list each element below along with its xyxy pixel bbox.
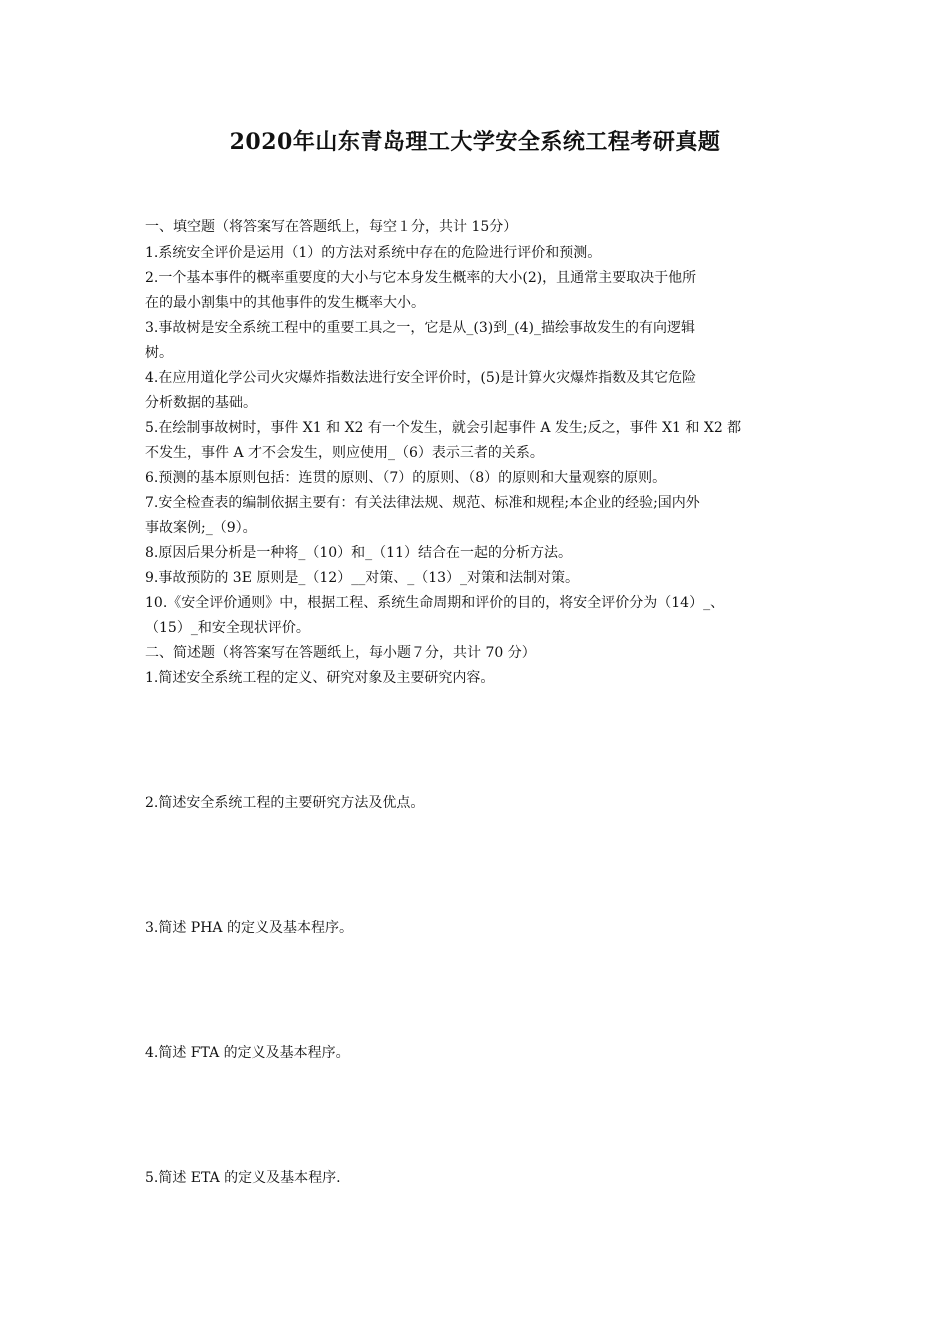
fill-blank-line: 1.系统安全评价是运用（1）的方法对系统中存在的危险进行评价和预测。: [145, 245, 602, 261]
fill-blank-line: 5.在绘制事故树时，事件 X1 和 X2 有一个发生，就会引起事件 A 发生;反之，事件 X1 和 X2 都: [145, 420, 742, 436]
fill-blank-line: 10.《安全评价通则》中，根据工程、系统生命周期和评价的目的，将安全评价分为（14）_、: [145, 595, 725, 611]
fill-blank-line: 3.事故树是安全系统工程中的重要工具之一，它是从_(3)到_(4)_描绘事故发生的有向逻辑: [145, 320, 696, 336]
fill-blank-line: （15）_和安全现状评价。: [145, 620, 310, 636]
fill-blank-line: 在的最小割集中的其他事件的发生概率大小。: [145, 295, 425, 311]
fill-blank-line: 树。: [145, 345, 173, 361]
fill-blank-line: 6.预测的基本原则包括：连贯的原则、（7）的原则、（8）的原则和大量观察的原则。: [145, 470, 667, 486]
fill-blank-line: 7.安全检查表的编制依据主要有：有关法律法规、规范、标准和规程;本企业的经验;国内外: [145, 495, 700, 511]
page-title: 2020年山东青岛理工大学安全系统工程考研真题: [229, 129, 721, 155]
fill-blank-line: 2.一个基本事件的概率重要度的大小与它本身发生概率的大小(2)，且通常主要取决于他所: [145, 270, 697, 286]
short-answer-question: 5.简述 ETA 的定义及基本程序.: [145, 1170, 341, 1186]
short-answer-question: 1.简述安全系统工程的定义、研究对象及主要研究内容。: [145, 670, 495, 686]
fill-blank-line: 分析数据的基础。: [145, 395, 257, 411]
short-answer-question: 4.简述 FTA 的定义及基本程序。: [145, 1045, 350, 1061]
fill-blank-line: 不发生，事件 A 才不会发生，则应使用_（6）表示三者的关系。: [145, 445, 544, 461]
short-answer-question: 3.简述 PHA 的定义及基本程序。: [145, 920, 353, 936]
section2-heading: 二、简述题（将答案写在答题纸上，每小题７分，共计 70 分）: [145, 645, 536, 661]
short-answer-question: 2.简述安全系统工程的主要研究方法及优点。: [145, 795, 425, 811]
fill-blank-line: 8.原因后果分析是一种将_（10）和_（11）结合在一起的分析方法。: [145, 545, 572, 561]
fill-blank-line: 事故案例;_（9）。: [145, 520, 257, 536]
section1-heading: 一、填空题（将答案写在答题纸上，每空１分，共计 15分）: [145, 219, 518, 235]
fill-blank-line: 9.事故预防的 3E 原则是_（12）__对策、_（13）_对策和法制对策。: [145, 570, 580, 586]
fill-blank-line: 4.在应用道化学公司火灾爆炸指数法进行安全评价时，(5)是计算火灾爆炸指数及其它危险: [145, 370, 697, 386]
